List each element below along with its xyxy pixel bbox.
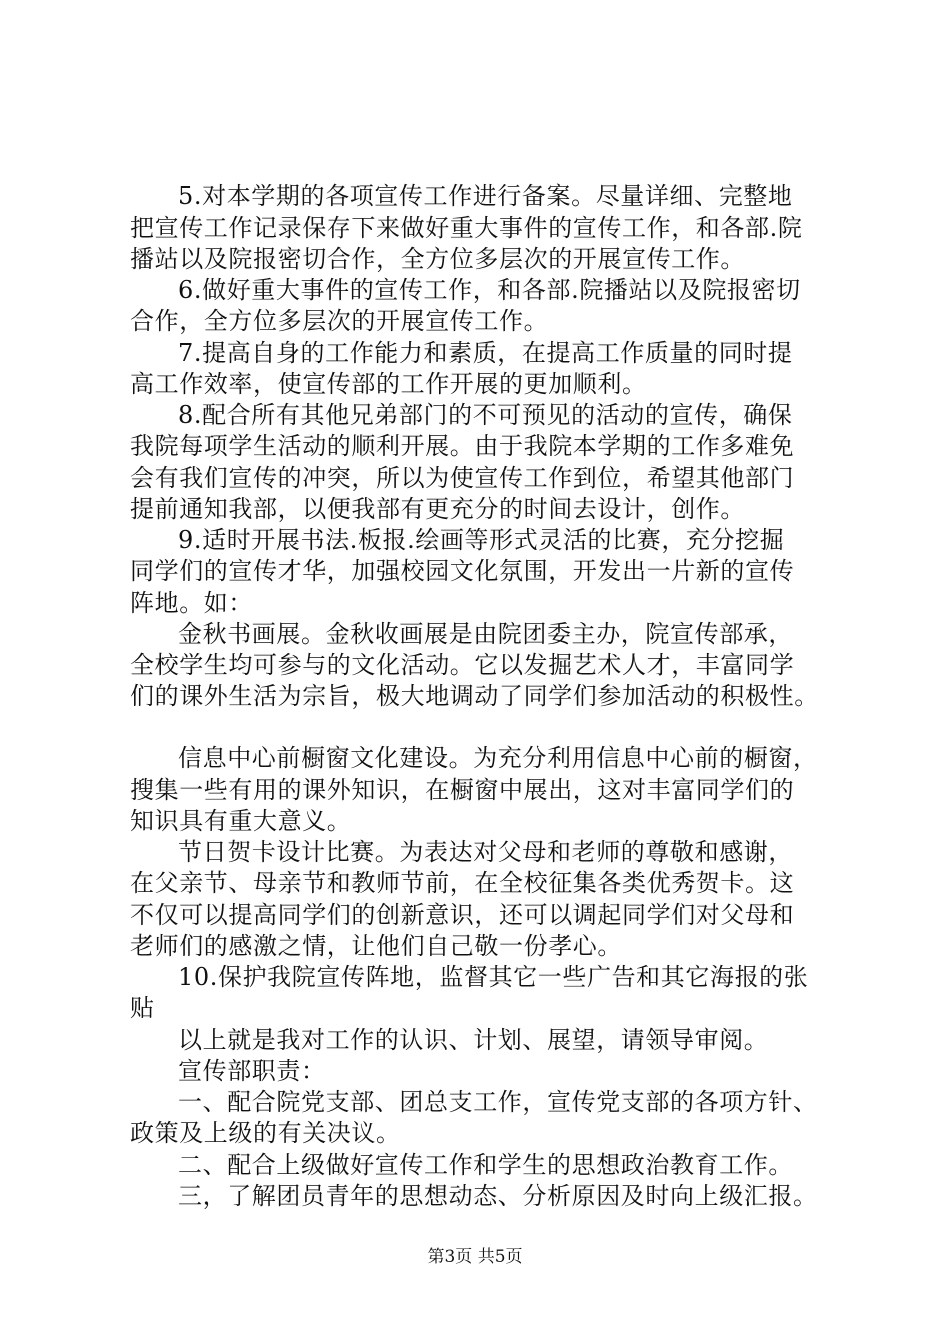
text-line: 二、配合上级做好宣传工作和学生的思想政治教育工作。 xyxy=(178,1151,793,1179)
text-line: 8.配合所有其他兄弟部门的不可预见的活动的宣传，确保 xyxy=(178,401,793,429)
text-line: 阵地。如： xyxy=(130,589,253,617)
text-line: 5.对本学期的各项宣传工作进行备案。尽量详细、完整地 xyxy=(178,182,793,210)
text-line: 9.适时开展书法.板报.绘画等形式灵活的比赛，充分挖掘 xyxy=(178,526,785,554)
text-line: 我院每项学生活动的顺利开展。由于我院本学期的工作多难免 xyxy=(130,432,795,460)
text-line: 知识具有重大意义。 xyxy=(130,807,352,835)
text-line: 会有我们宣传的冲突，所以为使宣传工作到位，希望其他部门 xyxy=(130,464,795,492)
text-line: 以上就是我对工作的认识、计划、展望，请领导审阅。 xyxy=(178,1026,769,1054)
text-line: 一、配合院党支部、团总支工作，宣传党支部的各项方针、 xyxy=(178,1088,818,1116)
text-line: 老师们的感激之情，让他们自己敬一份孝心。 xyxy=(130,932,622,960)
text-line: 提前通知我部，以便我部有更充分的时间去设计，创作。 xyxy=(130,495,745,523)
text-line: 把宣传工作记录保存下来做好重大事件的宣传工作，和各部.院 xyxy=(130,214,803,242)
text-line: 同学们的宣传才华，加强校园文化氛围，开发出一片新的宣传 xyxy=(130,557,795,585)
text-line: 节日贺卡设计比赛。为表达对父母和老师的尊敬和感谢， xyxy=(178,838,793,866)
text-line: 7.提高自身的工作能力和素质，在提高工作质量的同时提 xyxy=(178,339,793,367)
page-footer: 第3页 共5页 xyxy=(427,1247,523,1267)
text-line: 不仅可以提高同学们的创新意识，还可以调起同学们对父母和 xyxy=(130,901,795,929)
text-line: 贴 xyxy=(130,994,155,1022)
text-line: 宣传部职责： xyxy=(178,1057,326,1085)
text-line: 在父亲节、母亲节和教师节前，在全校征集各类优秀贺卡。这 xyxy=(130,869,795,897)
text-line: 6.做好重大事件的宣传工作，和各部.院播站以及院报密切 xyxy=(178,276,801,304)
text-line: 高工作效率，使宣传部的工作开展的更加顺利。 xyxy=(130,370,647,398)
text-line: 播站以及院报密切合作，全方位多层次的开展宣传工作。 xyxy=(130,245,745,273)
text-line: 三，了解团员青年的思想动态、分析原因及时向上级汇报。 xyxy=(178,1182,818,1210)
text-line: 们的课外生活为宗旨，极大地调动了同学们参加活动的积极性。 xyxy=(130,682,819,710)
text-line: 信息中心前橱窗文化建设。为充分利用信息中心前的橱窗， xyxy=(178,744,818,772)
text-line: 全校学生均可参与的文化活动。它以发掘艺术人才，丰富同学 xyxy=(130,651,795,679)
text-line: 搜集一些有用的课外知识，在橱窗中展出，这对丰富同学们的 xyxy=(130,776,795,804)
text-line: 金秋书画展。金秋收画展是由院团委主办，院宣传部承， xyxy=(178,620,793,648)
text-line: 政策及上级的有关决议。 xyxy=(130,1119,401,1147)
text-line: 合作，全方位多层次的开展宣传工作。 xyxy=(130,307,549,335)
text-line: 10.保护我院宣传阵地，监督其它一些广告和其它海报的张 xyxy=(178,963,809,991)
